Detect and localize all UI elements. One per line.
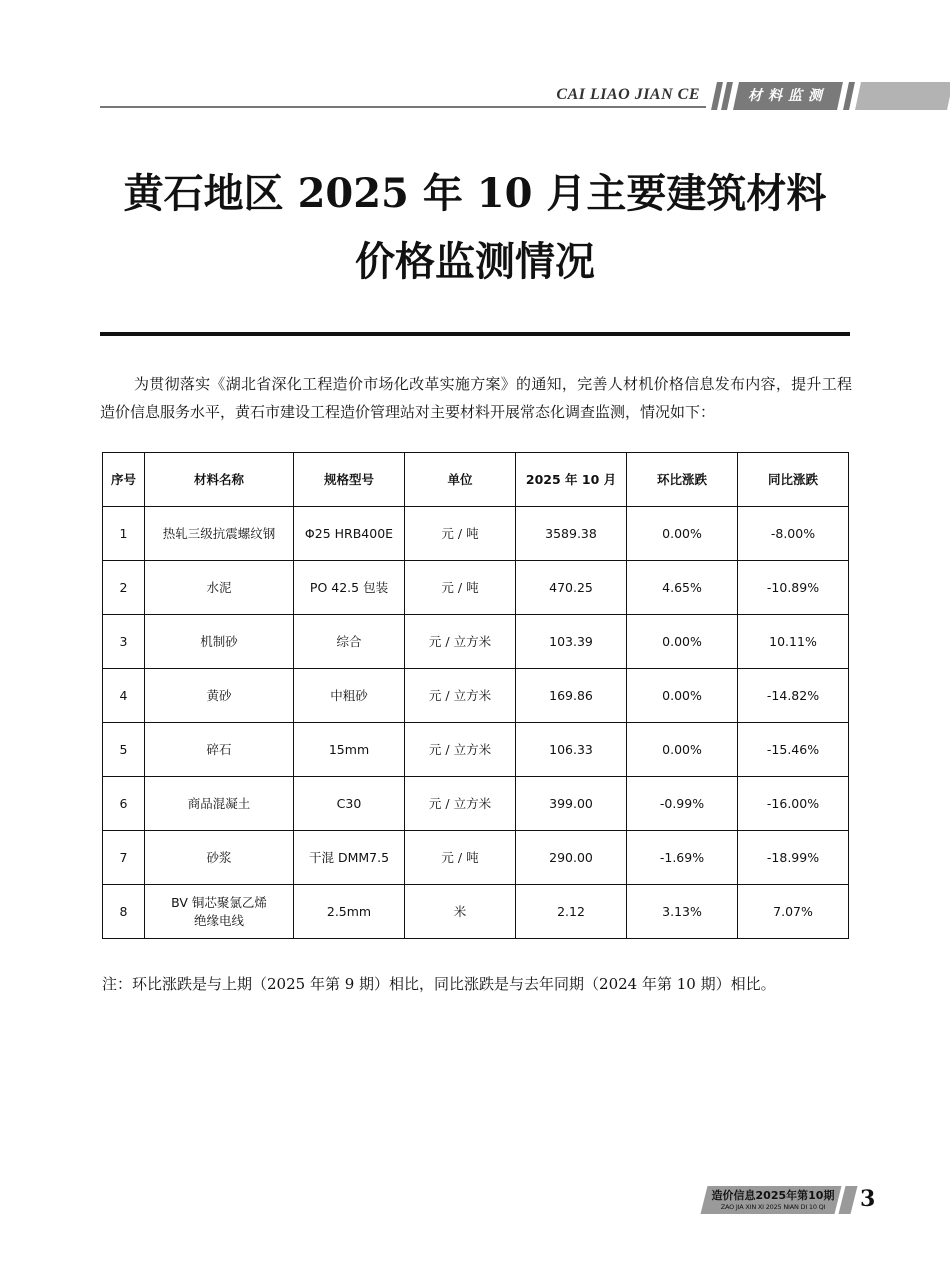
cell-index: 8 [103,885,145,939]
footer-journal-title: 造价信息2025年第10期 [711,1189,835,1202]
cell-unit: 元 / 立方米 [405,723,516,777]
cell-spec: 中粗砂 [294,669,405,723]
cell-index: 5 [103,723,145,777]
cell-price: 103.39 [516,615,627,669]
cell-yoy-change: -14.82% [738,669,849,723]
cell-index: 1 [103,507,145,561]
cell-unit: 元 / 立方米 [405,615,516,669]
cell-unit: 米 [405,885,516,939]
cell-unit: 元 / 吨 [405,507,516,561]
header-unit: 单位 [405,453,516,507]
footer-journal-pinyin: ZAO JIA XIN XI 2025 NIAN DI 10 QI [720,1203,826,1211]
table-row [103,831,849,885]
header-stripe [843,82,855,110]
header-index: 序号 [103,453,145,507]
header-gray-band [855,82,950,110]
cell-yoy-change: -8.00% [738,507,849,561]
cell-material-name: BV 铜芯聚氯乙烯绝缘电线 [145,885,294,939]
header-mom-change: 环比涨跌 [627,453,738,507]
cell-price: 2.12 [516,885,627,939]
table-row [103,723,849,777]
cell-yoy-change: -15.46% [738,723,849,777]
cell-spec: 2.5mm [294,885,405,939]
cell-spec: C30 [294,777,405,831]
cell-price: 3589.38 [516,507,627,561]
cell-unit: 元 / 吨 [405,561,516,615]
header-material-name: 材料名称 [145,453,294,507]
cell-material-name: 商品混凝土 [145,777,294,831]
table-row [103,777,849,831]
cell-mom-change: 0.00% [627,615,738,669]
section-title-pinyin: CAI LIAO JIAN CE [556,86,700,103]
header-stripe [721,82,733,110]
cell-mom-change: 3.13% [627,885,738,939]
header-price: 2025 年 10 月 [516,453,627,507]
cell-spec: 综合 [294,615,405,669]
cell-material-name: 水泥 [145,561,294,615]
cell-mom-change: 4.65% [627,561,738,615]
cell-mom-change: 0.00% [627,669,738,723]
cell-price: 290.00 [516,831,627,885]
cell-mom-change: -0.99% [627,777,738,831]
intro-paragraph: 为贯彻落实《湖北省深化工程造价市场化改革实施方案》的通知，完善人材机价格信息发布内容，提升工程造价信息服务水平，黄石市建设工程造价管理站对主要材料开展常态化调查监测，情况如下： [100,375,852,421]
cell-yoy-change: -18.99% [738,831,849,885]
table-row [103,885,849,939]
cell-unit: 元 / 吨 [405,831,516,885]
header-rule [100,106,706,108]
cell-price: 169.86 [516,669,627,723]
cell-material-name: 机制砂 [145,615,294,669]
cell-index: 6 [103,777,145,831]
cell-material-name: 砂浆 [145,831,294,885]
cell-mom-change: 0.00% [627,723,738,777]
cell-price: 399.00 [516,777,627,831]
article-title [60,160,890,296]
cell-material-name: 黄砂 [145,669,294,723]
cell-material-name: 热轧三级抗震螺纹钢 [145,507,294,561]
table-header-row [103,453,849,507]
article-title-line-2: 价格监测情况 [355,238,595,285]
cell-yoy-change: -10.89% [738,561,849,615]
header-spec: 规格型号 [294,453,405,507]
cell-mom-change: -1.69% [627,831,738,885]
cell-index: 4 [103,669,145,723]
header-yoy-change: 同比涨跌 [738,453,849,507]
title-rule [100,332,850,336]
cell-price: 470.25 [516,561,627,615]
cell-yoy-change: -16.00% [738,777,849,831]
cell-spec: PO 42.5 包装 [294,561,405,615]
cell-price: 106.33 [516,723,627,777]
cell-index: 7 [103,831,145,885]
cell-yoy-change: 10.11% [738,615,849,669]
table-note: 注：环比涨跌是与上期（2025 年第 9 期）相比，同比涨跌是与去年同期（2024 年第 10 期）相比。 [102,975,776,993]
cell-material-name: 碎石 [145,723,294,777]
cell-mom-change: 0.00% [627,507,738,561]
page-number: 3 [860,1186,876,1212]
section-title-chinese: 材料监测 [748,88,828,104]
price-table [102,452,849,939]
table-row [103,507,849,561]
cell-spec: 15mm [294,723,405,777]
table-row [103,669,849,723]
cell-spec: 干混 DMM7.5 [294,831,405,885]
article-title-line-1: 黄石地区 2025 年 10 月主要建筑材料 [123,170,827,217]
cell-yoy-change: 7.07% [738,885,849,939]
cell-unit: 元 / 立方米 [405,669,516,723]
cell-unit: 元 / 立方米 [405,777,516,831]
cell-index: 3 [103,615,145,669]
table-row [103,615,849,669]
cell-spec: Φ25 HRB400E [294,507,405,561]
table-row [103,561,849,615]
cell-index: 2 [103,561,145,615]
